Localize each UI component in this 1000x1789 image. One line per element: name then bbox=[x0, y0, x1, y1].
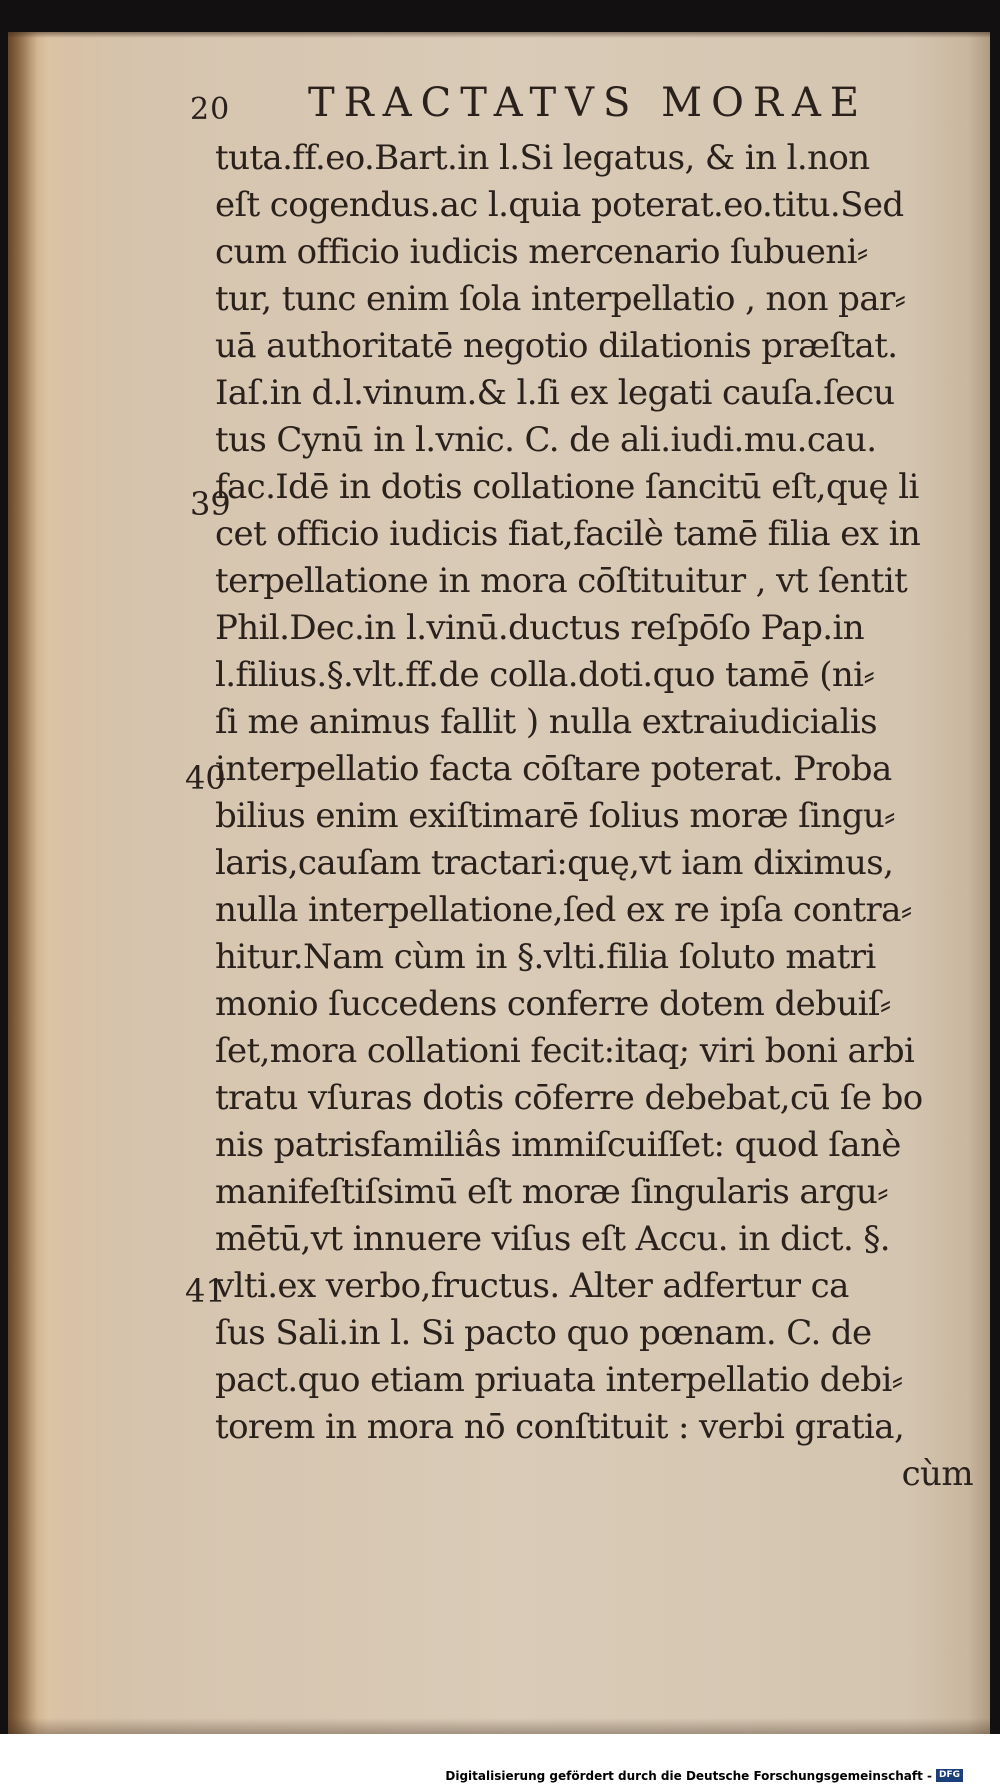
text-line: ſus Sali.in l. Si pacto quo pœnam. C. de bbox=[215, 1313, 872, 1353]
footer-credit bbox=[445, 1768, 964, 1783]
text-line: interpellatio facta cōſtare poterat. Proba bbox=[215, 749, 892, 789]
text-line: torem in mora nō conſtituit : verbi gratia, bbox=[215, 1407, 905, 1447]
text-line: mētū,vt innuere viſus eſt Accu. in dict. §. bbox=[215, 1219, 890, 1259]
text-line: pact.quo etiam priuata interpellatio debi⸗ bbox=[215, 1360, 903, 1400]
text-line: l.filius.§.vlt.ff.de colla.doti.quo tamē (ni⸗ bbox=[215, 655, 875, 695]
text-line: vlti.ex verbo,fructus. Alter adfertur ca bbox=[215, 1266, 849, 1306]
running-head: TRACTATVS MORAE bbox=[308, 80, 869, 126]
catchword: cùm bbox=[901, 1454, 973, 1494]
gutter-shadow bbox=[8, 32, 38, 1734]
text-line: fac.Idē in dotis collatione ſancitū eſt,quę li bbox=[215, 467, 919, 507]
footer-text: Digitalisierung gefördert durch die Deutsche Forschungsgemeinschaft - bbox=[445, 1768, 932, 1783]
margin-number-39: 39 bbox=[190, 485, 231, 523]
text-line: tratu vſuras dotis cōferre debebat,cū ſe bo bbox=[215, 1078, 923, 1118]
text-line: nulla interpellatione,ſed ex re ipſa contra⸗ bbox=[215, 890, 912, 930]
text-line: tuta.ff.eo.Bart.in l.Si legatus, & in l.non bbox=[215, 138, 870, 178]
body-text bbox=[215, 135, 975, 1498]
text-line: ſet,mora collationi fecit:itaq; viri boni arbi bbox=[215, 1031, 915, 1071]
text-line: tus Cynū in l.vnic. C. de ali.iudi.mu.cau. bbox=[215, 420, 877, 460]
text-line: terpellatione in mora cōſtituitur , vt ſentit bbox=[215, 561, 908, 601]
margin-number-40: 40 bbox=[185, 759, 226, 797]
text-line: monio ſuccedens conferre dotem debuiſ⸗ bbox=[215, 984, 891, 1024]
text-line: laris,cauſam tractari:quę,vt iam diximus, bbox=[215, 843, 894, 883]
text-line: Phil.Dec.in l.vinū.ductus reſpōſo Pap.in bbox=[215, 608, 865, 648]
text-line: nis patrisfamiliâs immiſcuiſſet: quod ſanè bbox=[215, 1125, 901, 1165]
text-line: hitur.Nam cùm in §.vlti.filia ſoluto matri bbox=[215, 937, 876, 977]
text-line: uā authoritatē negotio dilationis præſtat. bbox=[215, 326, 898, 366]
margin-number-41: 41 bbox=[185, 1272, 226, 1310]
page-edge-bottom bbox=[8, 1718, 990, 1734]
dfg-logo: DFG bbox=[935, 1768, 964, 1783]
page-number: 20 bbox=[190, 92, 231, 127]
text-line: Iaſ.in d.l.vinum.& l.ſi ex legati cauſa.ſecu bbox=[215, 373, 895, 413]
text-line: eſt cogendus.ac l.quia poterat.eo.titu.Sed bbox=[215, 185, 904, 225]
text-line: tur, tunc enim ſola interpellatio , non par⸗ bbox=[215, 279, 906, 319]
text-line: manifeſtiſsimū eſt moræ ſingularis argu⸗ bbox=[215, 1172, 888, 1212]
text-line: cum officio iudicis mercenario ſubueni⸗ bbox=[215, 232, 868, 272]
text-line: bilius enim exiſtimarē ſolius moræ ſingu⸗ bbox=[215, 796, 895, 836]
text-line: ſi me animus fallit ) nulla extraiudicialis bbox=[215, 702, 877, 742]
page-edge-top bbox=[8, 32, 990, 38]
text-line: cet officio iudicis fiat,facilè tamē filia ex in bbox=[215, 514, 921, 554]
